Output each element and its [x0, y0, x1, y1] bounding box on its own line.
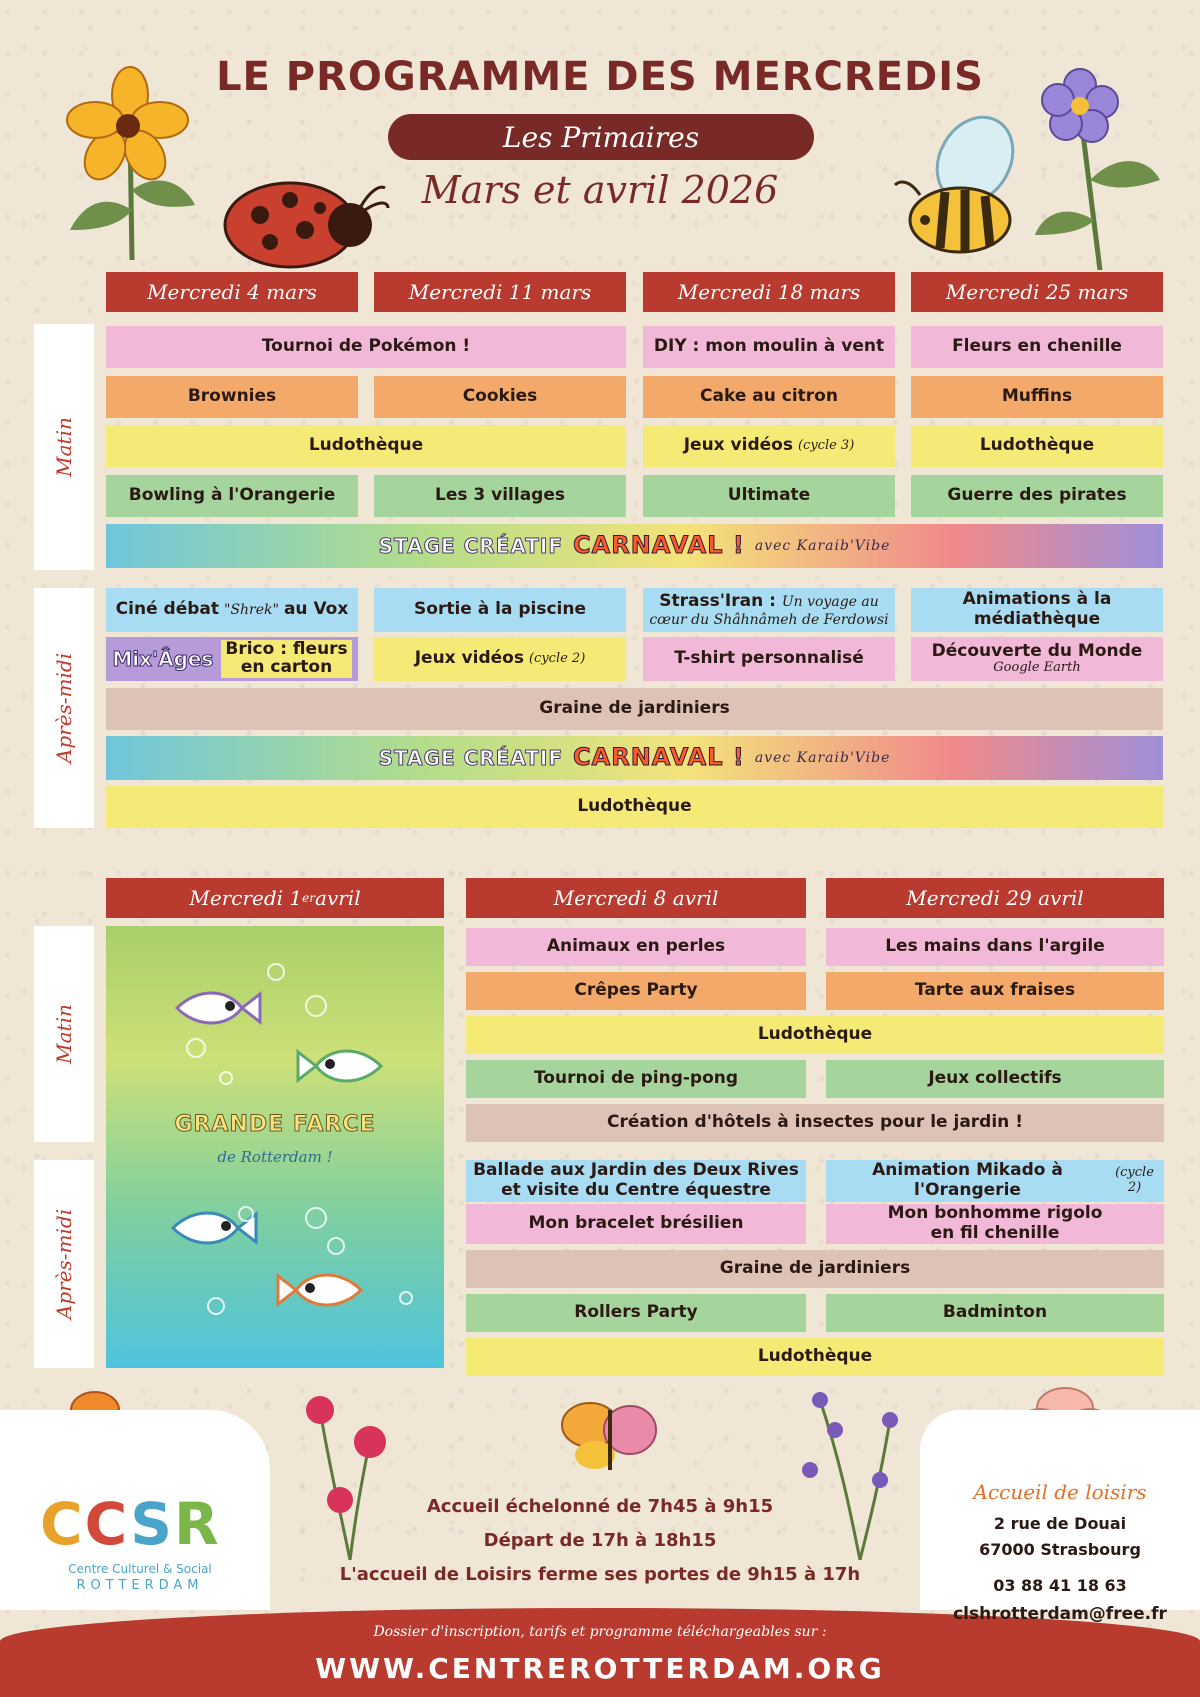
day-header: Mercredi 25 mars: [911, 272, 1163, 312]
activity-cell: Graine de jardiniers: [466, 1250, 1164, 1288]
butterfly-icon: [550, 1390, 670, 1480]
activity-cell: Tournoi de ping-pong: [466, 1060, 806, 1098]
activity-cell: Crêpes Party: [466, 972, 806, 1010]
side-label-morning: Matin: [34, 324, 94, 570]
activity-cell: Ludothèque: [106, 786, 1163, 828]
activity-cell: Cake au citron: [643, 376, 895, 418]
address-title: Accueil de loisirs: [973, 1480, 1147, 1504]
activity-cell: Muffins: [911, 376, 1163, 418]
activity-cell: Mon bonhomme rigolo en fil chenille: [826, 1204, 1164, 1244]
info-line: Départ de 17h à 18h15: [483, 1530, 717, 1551]
activity-cell: Ludothèque: [466, 1016, 1164, 1054]
activity-cell: Rollers Party: [466, 1294, 806, 1332]
activity-cell: Animations à la médiathèque: [911, 588, 1163, 632]
activity-cell: Bowling à l'Orangerie: [106, 475, 358, 517]
activity-cell: Strass'Iran : Un voyage au cœur du Shâhnâmeh de Ferdowsi: [643, 588, 895, 632]
activity-cell: Cookies: [374, 376, 626, 418]
farce-title: GRANDE FARCE: [174, 1112, 376, 1137]
activity-cell: Ludothèque: [911, 425, 1163, 467]
activity-cell: Guerre des pirates: [911, 475, 1163, 517]
farce-subtitle: de Rotterdam !: [217, 1148, 333, 1166]
side-label-afternoon: Après-midi: [34, 1160, 94, 1368]
activity-cell: Création d'hôtels à insectes pour le jardin !: [466, 1104, 1164, 1142]
side-label-afternoon: Après-midi: [34, 588, 94, 828]
activity-cell: Les 3 villages: [374, 475, 626, 517]
logo-subtitle: Centre Culturel & Social: [68, 1562, 212, 1576]
bubbles-icon: [106, 926, 444, 1368]
activity-cell: T-shirt personnalisé: [643, 637, 895, 681]
address-phone: 03 88 41 18 63: [993, 1576, 1127, 1595]
activity-cell: Découverte du Monde Google Earth: [911, 637, 1163, 681]
activity-cell: Fleurs en chenille: [911, 326, 1163, 368]
day-header: Mercredi 8 avril: [466, 878, 806, 918]
day-header: Mercredi 1 er avril: [106, 878, 444, 918]
activity-cell: Ultimate: [643, 475, 895, 517]
activity-cell: Tournoi de Pokémon !: [106, 326, 626, 368]
stage-banner: STAGE CRÉATIF CARNAVAL ! avec Karaib'Vibe: [106, 524, 1163, 568]
activity-cell: Ludothèque: [106, 425, 626, 467]
day-header: Mercredi 4 mars: [106, 272, 358, 312]
activity-cell: Animation Mikado à l'Orangerie (cycle 2): [826, 1160, 1164, 1202]
stage-banner: STAGE CRÉATIF CARNAVAL ! avec Karaib'Vibe: [106, 736, 1163, 780]
logo-city: ROTTERDAM: [76, 1578, 204, 1593]
activity-cell: Ludothèque: [466, 1338, 1164, 1376]
day-header: Mercredi 29 avril: [826, 878, 1164, 918]
address-city: 67000 Strasbourg: [979, 1540, 1141, 1559]
ccsr-logo: CCSR: [40, 1490, 221, 1558]
activity-cell: Sortie à la piscine: [374, 588, 626, 632]
page-title: LE PROGRAMME DES MERCREDIS: [216, 54, 984, 100]
side-label-morning: Matin: [34, 926, 94, 1142]
activity-cell: Graine de jardiniers: [106, 688, 1163, 730]
activity-cell: Tarte aux fraises: [826, 972, 1164, 1010]
info-line: Accueil échelonné de 7h45 à 9h15: [426, 1496, 774, 1517]
activity-cell: Jeux vidéos (cycle 3): [643, 425, 895, 467]
mixages-logo: Mix'Âges: [112, 646, 214, 671]
activity-cell: Animaux en perles: [466, 928, 806, 966]
day-header: Mercredi 18 mars: [643, 272, 895, 312]
activity-cell: Badminton: [826, 1294, 1164, 1332]
day-header: Mercredi 11 mars: [374, 272, 626, 312]
website-link[interactable]: WWW.CENTREROTTERDAM.ORG: [315, 1652, 885, 1685]
activity-cell: Ballade aux Jardin des Deux Rives et visite du Centre équestre: [466, 1160, 806, 1202]
info-line: L'accueil de Loisirs ferme ses portes de 9h15 à 17h: [339, 1564, 861, 1585]
period-subtitle: Mars et avril 2026: [421, 168, 779, 212]
activity-cell: Mix'Âges Brico : fleurs en carton: [106, 637, 358, 681]
activity-cell: Ciné débat "Shrek" au Vox: [106, 588, 358, 632]
activity-cell: Les mains dans l'argile: [826, 928, 1164, 966]
activity-cell: Brownies: [106, 376, 358, 418]
activity-cell: DIY : mon moulin à vent: [643, 326, 895, 368]
level-badge: Les Primaires: [388, 114, 814, 160]
grande-farce-panel: [106, 926, 444, 1368]
address-street: 2 rue de Douai: [993, 1514, 1127, 1533]
activity-cell: Mon bracelet brésilien: [466, 1204, 806, 1244]
activity-cell: Jeux vidéos (cycle 2): [374, 637, 626, 681]
activity-cell: Jeux collectifs: [826, 1060, 1164, 1098]
address-email: clshrotterdam@free.fr: [953, 1604, 1167, 1624]
footer-note: Dossier d'inscription, tarifs et programme téléchargeables sur :: [373, 1624, 827, 1640]
